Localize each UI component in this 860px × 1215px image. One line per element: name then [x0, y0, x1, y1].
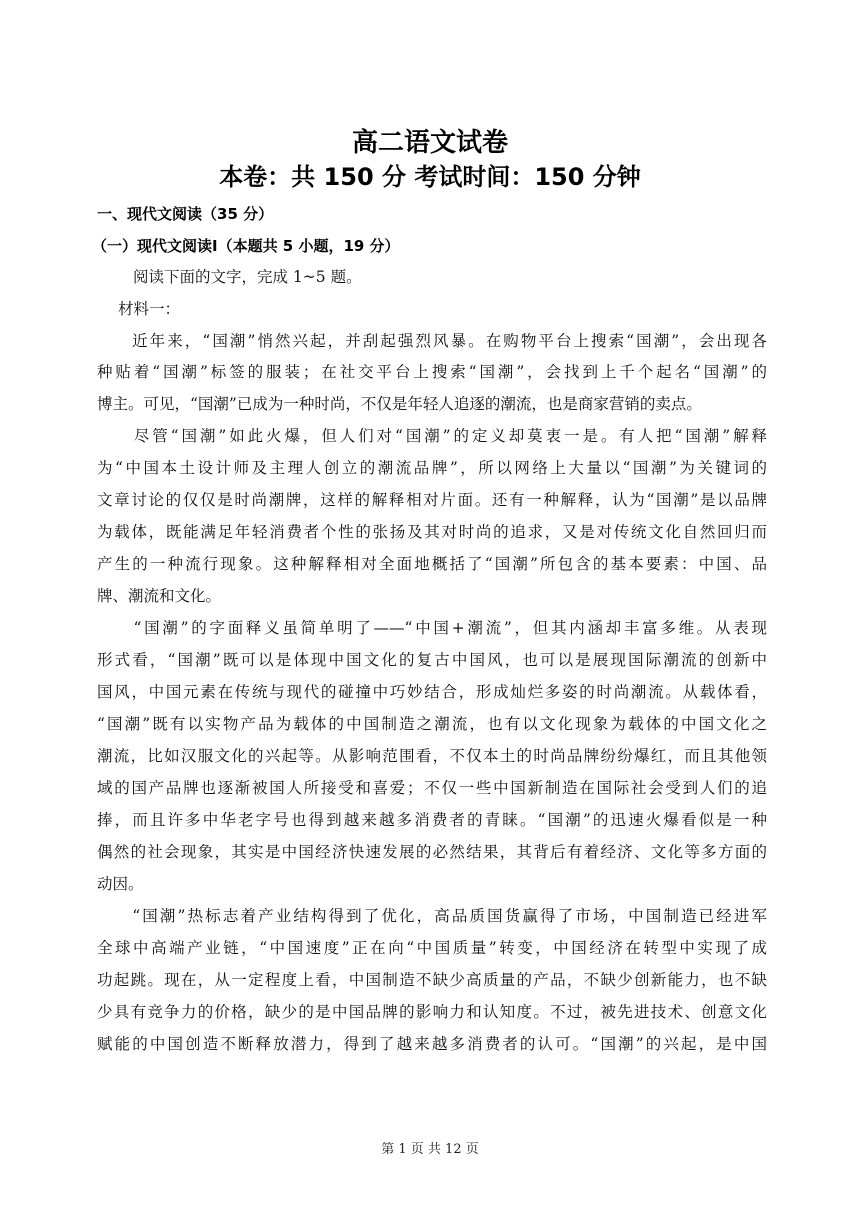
section-heading: 一、现代文阅读（35 分）	[97, 205, 274, 223]
text-line: 牌、潮流和文化。	[97, 587, 222, 605]
text-line: 全球中高端产业链，“中国速度”正在向“中国质量”转变，中国经济在转型中实现了成	[97, 939, 767, 957]
text-line: 少具有竞争力的价格，缺少的是中国品牌的影响力和认知度。不过，被先进技术、创意文化	[97, 1003, 767, 1021]
page-footer: 第 1 页 共 12 页	[381, 1142, 479, 1157]
text-line: “国潮”既有以实物产品为载体的中国制造之潮流，也有以文化现象为载体的中国文化之	[97, 715, 767, 733]
text-line: 尽管“国潮”如此火爆，但人们对“国潮”的定义却莫衷一是。有人把“国潮”解释	[97, 427, 767, 445]
exam-info-subtitle: 本卷：共 150 分 考试时间：150 分钟	[219, 163, 641, 191]
text-line: 为“中国本土设计师及主理人创立的潮流品牌”，所以网络上大量以“国潮”为关键词的	[97, 459, 767, 477]
text-line: 近年来，“国潮”悄然兴起，并刮起强烈风暴。在购物平台上搜索“国潮”，会出现各	[97, 332, 767, 350]
material-label: 材料一：	[118, 300, 181, 318]
page-title: 高二语文试卷	[351, 128, 508, 158]
text-line: “国潮”的字面释义虽简单明了——“中国+潮流”，但其内涵却丰富多维。从表现	[97, 619, 767, 637]
text-line: 博主。可见，“国潮”已成为一种时尚，不仅是年轻人追逐的潮流，也是商家营销的卖点。	[97, 395, 702, 413]
text-line: 形式看，“国潮”既可以是体现中国文化的复古中国风，也可以是展现国际潮流的创新中	[97, 651, 767, 669]
text-line: 域的国产品牌也逐渐被国人所接受和喜爱；不仅一些中国新制造在国际社会受到人们的追	[97, 779, 767, 797]
text-line: “国潮”热标志着产业结构得到了优化，高品质国货赢得了市场，中国制造已经进军	[97, 907, 767, 925]
text-line: 产生的一种流行现象。这种解释相对全面地概括了“国潮”所包含的基本要素：中国、品	[97, 555, 767, 573]
text-line: 潮流，比如汉服文化的兴起等。从影响范围看，不仅本土的时尚品牌纷纷爆红，而且其他领	[97, 747, 767, 765]
text-line: 捧，而且许多中华老字号也得到越来越多消费者的青睐。“国潮”的迅速火爆看似是一种	[97, 811, 767, 829]
text-line: 偶然的社会现象，其实是中国经济快速发展的必然结果，其背后有着经济、文化等多方面的	[97, 843, 767, 861]
text-line: 功起跳。现在，从一定程度上看，中国制造不缺少高质量的产品，不缺少创新能力，也不缺	[97, 971, 767, 989]
subsection-heading: （一）现代文阅读Ⅰ（本题共 5 小题，19 分）	[92, 237, 400, 255]
text-line: 赋能的中国创造不断释放潜力，得到了越来越多消费者的认可。“国潮”的兴起，是中国	[97, 1035, 767, 1053]
text-line: 文章讨论的仅仅是时尚潮牌，这样的解释相对片面。还有一种解释，认为“国潮”是以品牌	[97, 491, 767, 509]
text-line: 国风，中国元素在传统与现代的碰撞中巧妙结合，形成灿烂多姿的时尚潮流。从载体看，	[97, 683, 767, 701]
reading-instruction: 阅读下面的文字，完成 1~5 题。	[133, 268, 362, 286]
text-line: 为载体，既能满足年轻消费者个性的张扬及其对时尚的追求，又是对传统文化自然回归而	[97, 523, 767, 541]
text-line: 动因。	[97, 875, 144, 893]
text-line: 种贴着“国潮”标签的服装；在社交平台上搜索“国潮”，会找到上千个起名“国潮”的	[97, 363, 767, 381]
